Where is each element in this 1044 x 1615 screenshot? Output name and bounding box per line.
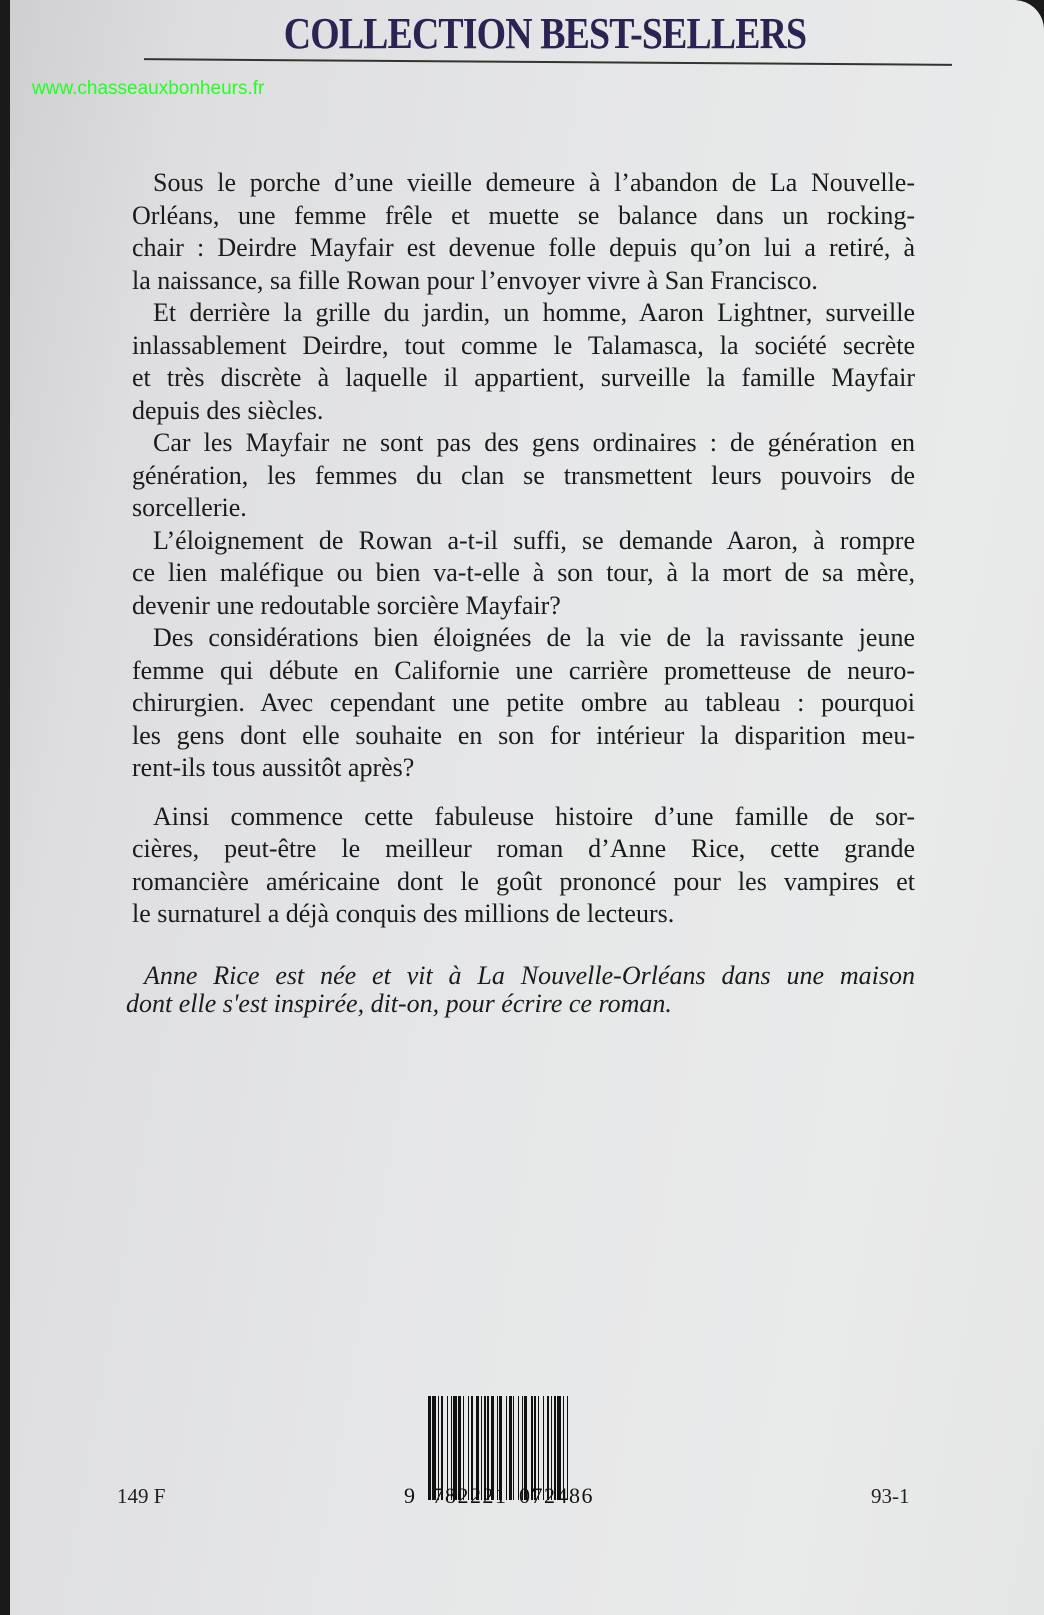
text-line: chair : Deirdre Mayfair est devenue folle depuis qu’on lui a retiré, à <box>132 233 915 262</box>
paragraph <box>132 167 915 297</box>
text-line: ce lien maléfique ou bien va-t-elle à son tour, à la mort de sa mère, <box>132 558 915 587</box>
text-line: Sous le porche d’une vieille demeure à l’abandon de La Nouvelle- <box>153 168 915 197</box>
text-line: femme qui débute en Californie une carrière prometteuse de neuro- <box>132 655 915 685</box>
paragraph <box>132 622 915 785</box>
text-line: sorcellerie. <box>132 493 247 522</box>
text-line: depuis des siècles. <box>132 395 324 425</box>
isbn-digits-left: 782221 <box>432 1483 508 1508</box>
author-note <box>126 962 915 1018</box>
price: 149 F <box>117 1484 166 1508</box>
text-line: romancière américaine dont le goût prononcé pour les vampires et <box>132 866 915 896</box>
text-line: Car les Mayfair ne sont pas des gens ordinaires : de génération en <box>153 428 915 457</box>
text-line: Ainsi commence cette fabuleuse histoire d’une famille de sor- <box>153 801 915 831</box>
text-line: Et derrière la grille du jardin, un homme, Aaron Lightner, surveille <box>153 298 915 327</box>
isbn-digits <box>404 1483 594 1509</box>
text-line: devenir une redoutable sorcière Mayfair? <box>132 590 561 620</box>
paragraph <box>132 801 915 931</box>
text-line: génération, les femmes du clan se transmettent leurs pouvoirs de <box>132 460 915 490</box>
text-line: Orléans, une femme frêle et muette se balance dans un rocking- <box>132 200 915 230</box>
text-line: chirurgien. Avec cependant une petite ombre au tableau : pourquoi <box>132 688 915 717</box>
text-line: la naissance, sa fille Rowan pour l’envoyer vivre à San Francisco. <box>132 265 818 295</box>
blurb-text <box>132 167 915 931</box>
paragraph <box>132 427 915 525</box>
paragraph <box>132 297 915 427</box>
header-divider <box>144 58 952 66</box>
text-line: inlassablement Deirdre, tout comme le Talamasca, la société secrète <box>132 330 915 360</box>
text-line: Des considérations bien éloignées de la vie de la ravissante jeune <box>153 623 915 652</box>
text-line: cières, peut-être le meilleur roman d’Anne Rice, cette grande <box>132 834 915 863</box>
text-line: les gens dont elle souhaite en son for intérieur la disparition meu- <box>132 720 915 750</box>
text-line: rent-ils tous aussitôt après? <box>132 753 415 782</box>
watermark-url: www.chasseauxbonheurs.fr <box>32 78 265 99</box>
isbn-digit-lead: 9 <box>404 1483 415 1508</box>
paragraph <box>132 525 915 623</box>
text-line: le surnaturel a déjà conquis des millions de lecteurs. <box>132 899 675 928</box>
isbn-digits-right: 072486 <box>519 1483 594 1508</box>
text-line: L’éloignement de Rowan a-t-il suffi, se demande Aaron, à rompre <box>153 525 915 555</box>
text-line: Anne Rice est née et vit à La Nouvelle-Orléans dans une maison <box>144 961 915 990</box>
print-code: 93-1 <box>871 1484 910 1508</box>
text-line: dont elle s'est inspirée, dit-on, pour écrire ce roman. <box>126 989 672 1018</box>
text-line: et très discrète à laquelle il appartient, surveille la famille Mayfair <box>132 363 915 392</box>
collection-title: COLLECTION BEST-SELLERS <box>283 9 807 58</box>
